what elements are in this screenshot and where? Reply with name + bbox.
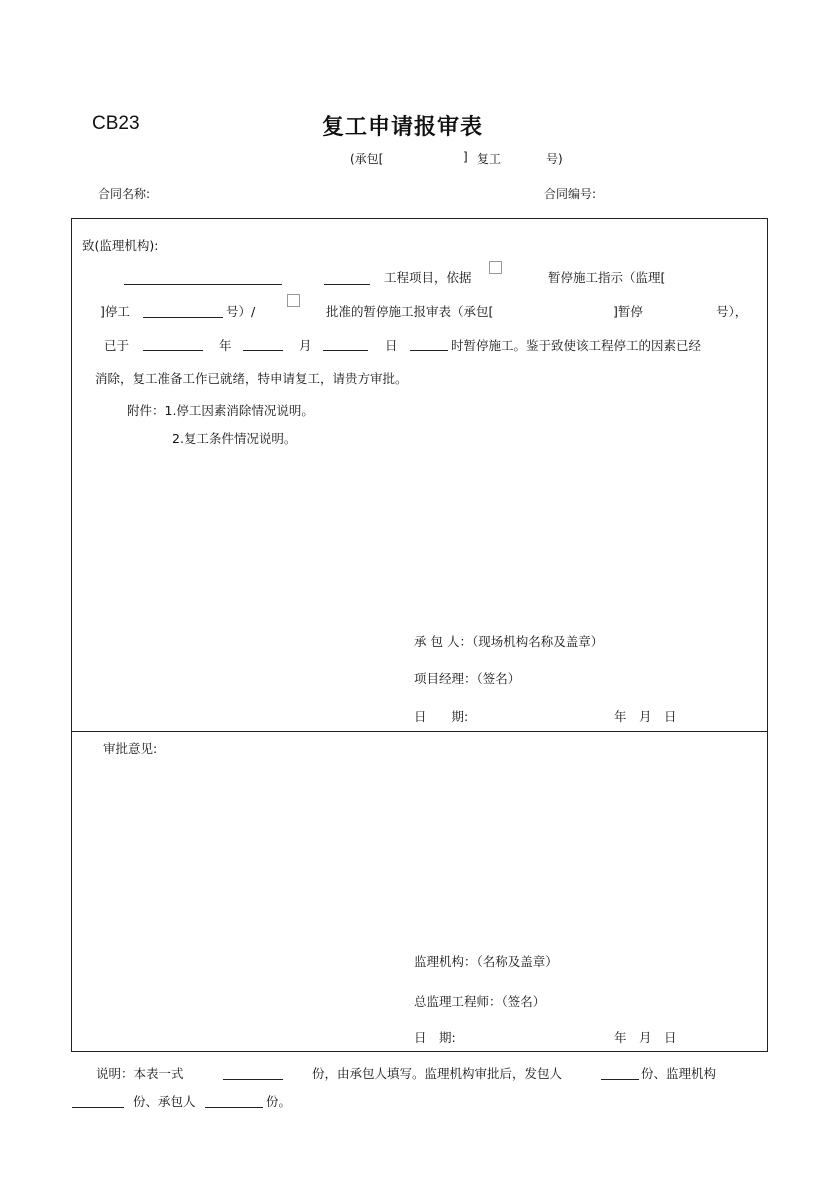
ref-prefix: (承包[ (350, 152, 384, 166)
page-title: 复工申请报审表 (322, 115, 484, 140)
hao-slash-text: 号）/ (226, 304, 256, 319)
year-blank[interactable] (143, 350, 203, 351)
chief-engineer-label: 总监理工程师：（签名） (414, 994, 546, 1009)
supervisor-label: 监理机构：（名称及盖章） (414, 954, 558, 969)
ref-mid: 复工 (477, 152, 502, 166)
approved-report-text: 批准的暂停施工报审表（承包[ (326, 304, 494, 319)
suspension-reason-text: 时暂停施工。鉴于致使该工程停工的因素已经 (451, 338, 702, 353)
month-blank[interactable] (243, 350, 283, 351)
hour-blank[interactable] (410, 350, 448, 351)
contractor-copies-blank[interactable] (205, 1107, 263, 1108)
project-name-blank[interactable] (124, 284, 282, 285)
day-blank[interactable] (323, 350, 368, 351)
day-text: 日 (385, 338, 398, 353)
footer-end-text: 份。 (266, 1094, 292, 1109)
contractor-label: 承 包 人：（现场机构名称及盖章） (414, 634, 604, 649)
footer-employer-text: 份，由承包人填写。监理机构审批后，发包人 (312, 1066, 563, 1081)
approved-report-checkbox[interactable] (287, 294, 300, 307)
footer-supervisor-text: 份、监理机构 (641, 1066, 717, 1081)
employer-copies-blank[interactable] (601, 1079, 639, 1080)
approval-date-ymd: 年 月 日 (614, 1030, 677, 1045)
stop-text: ]停工 (100, 304, 130, 319)
footer-contractor-text: 份、承包人 (133, 1094, 196, 1109)
project-name-blank-2[interactable] (324, 284, 370, 285)
stop-number-blank[interactable] (143, 317, 223, 318)
attachment-2: 2.复工条件情况说明。 (172, 431, 297, 446)
since-text: 已于 (104, 338, 130, 353)
pause-text: ]暂停 (613, 304, 643, 319)
to-supervisor-label: 致(监理机构): (82, 238, 159, 253)
ref-end: 号) (546, 152, 563, 166)
year-text: 年 (219, 338, 232, 353)
form-code: CB23 (92, 113, 140, 134)
month-text: 月 (299, 338, 312, 353)
ref-bracket: ] (463, 150, 468, 164)
application-date-label: 日 期: (414, 709, 469, 724)
resume-request-text: 消除，复工准备工作已就绪，特申请复工，请贵方审批。 (95, 371, 408, 386)
total-copies-blank[interactable] (223, 1079, 283, 1080)
attachment-1: 附件：1.停工因素消除情况说明。 (127, 403, 314, 418)
section-divider (71, 731, 768, 732)
suspension-instruction-text: 暂停施工指示（监理[ (548, 270, 666, 285)
contract-no-label: 合同编号: (544, 187, 597, 201)
application-date-ymd: 年 月 日 (614, 709, 677, 724)
supervisor-copies-blank[interactable] (72, 1107, 124, 1108)
approval-date-label: 日 期: (414, 1030, 456, 1045)
project-basis-text: 工程项目，依据 (384, 270, 472, 285)
hao-end-text: 号）， (716, 304, 748, 319)
footer-copies-text: 说明：本表一式 (96, 1066, 184, 1081)
contract-name-label: 合同名称: (98, 187, 151, 201)
instruction-checkbox[interactable] (489, 261, 502, 274)
project-manager-label: 项目经理：（签名） (414, 671, 521, 686)
approval-opinion-label: 审批意见: (103, 741, 158, 756)
